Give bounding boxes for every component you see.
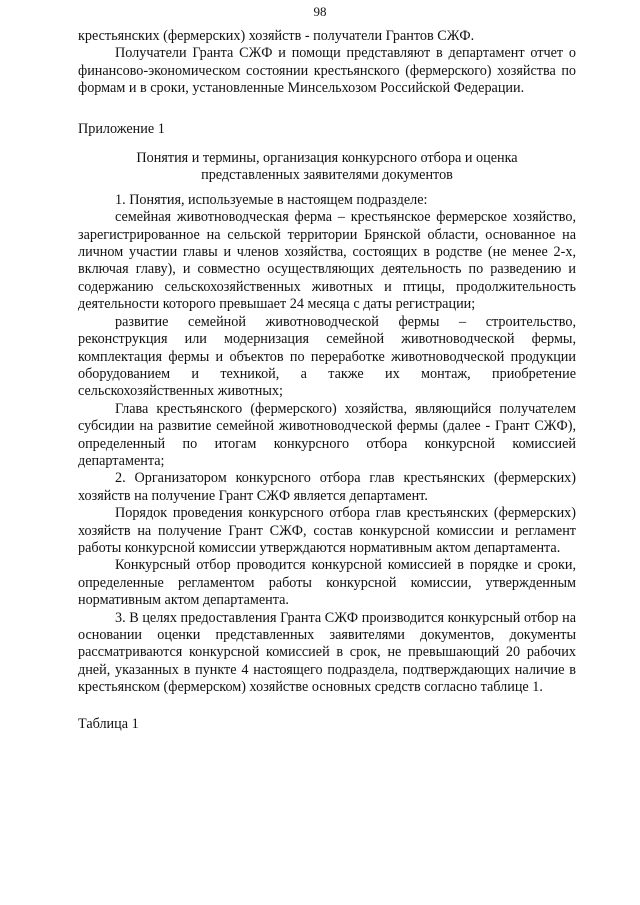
- paragraph-2-procedure: Порядок проведения конкурсного отбора глав крестьянских (фермерских) хозяйств на получение Грант СЖФ, состав конкурсной комиссии и регламент работы конкурсной комиссии утверждаются нормативным актом департамента.: [78, 505, 576, 556]
- paragraph-1-head-definition: Глава крестьянского (фермерского) хозяйства, являющийся получателем субсидии на развитие семейной животноводческой фермы (далее - Грант СЖФ), определенный по итогам конкурсного отбора конкурсной комиссией департамента;: [78, 400, 576, 469]
- appendix-label: Приложение 1: [78, 120, 165, 137]
- section-heading: Понятия и термины, организация конкурсного отбора и оценка представленных заявителями документов: [136, 150, 518, 184]
- paragraph-1-farm-definition: семейная животноводческая ферма – крестьянское фермерское хозяйство, зарегистрированное на сельской территории Брянской области, основанное на личном участии главы и членов хозяйства, состоящих в родстве (не менее 2-х, включая главу), и совместно осуществляющих деятельность по разведению и содержанию сельскохозяйственных животных и птицы, продолжительность деятельности которого превышает 24 месяца с даты регистрации;: [78, 209, 576, 313]
- document-body: [78, 28, 576, 733]
- paragraph-intro-tail: крестьянских (фермерских) хозяйств - получатели Грантов СЖФ.: [78, 28, 475, 44]
- paragraph-reports: Получатели Гранта СЖФ и помощи представляют в департамент отчет о финансово-экономическом состоянии крестьянского (фермерского) хозяйства по формам и в сроки, установленные Минсельхозом Российской Федерации.: [78, 45, 576, 97]
- table-label: Таблица 1: [78, 715, 139, 732]
- paragraph-3: 3. В целях предоставления Гранта СЖФ производится конкурсный отбор на основании оценки представленных заявителями документов, документы рассматриваются конкурсной комиссией в срок, не превышающий 20 рабочих дней, указанных в пункте 4 настоящего подраздела, подтверждающих наличие в крестьянском (фермерском) хозяйстве основных средств согласно таблице 1.: [78, 609, 576, 696]
- page-number: 98: [313, 4, 327, 19]
- paragraph-2: 2. Организатором конкурсного отбора глав крестьянских (фермерских) хозяйств на получение Грант СЖФ является департамент.: [78, 470, 576, 504]
- paragraph-2-selection: Конкурсный отбор проводится конкурсной комиссией в порядке и сроки, определенные регламентом работы конкурсной комиссии, утвержденным нормативным актом департамента.: [78, 557, 576, 609]
- paragraph-1: 1. Понятия, используемые в настоящем подразделе:: [115, 191, 428, 208]
- paragraph-1-development-definition: развитие семейной животноводческой фермы – строительство, реконструкция или модернизация семейной животноводческой фермы, комплектация фермы и объектов по переработке животноводческой продукции оборудованием и техникой, а также их монтаж, приобретение сельскохозяйственных животных;: [78, 313, 576, 400]
